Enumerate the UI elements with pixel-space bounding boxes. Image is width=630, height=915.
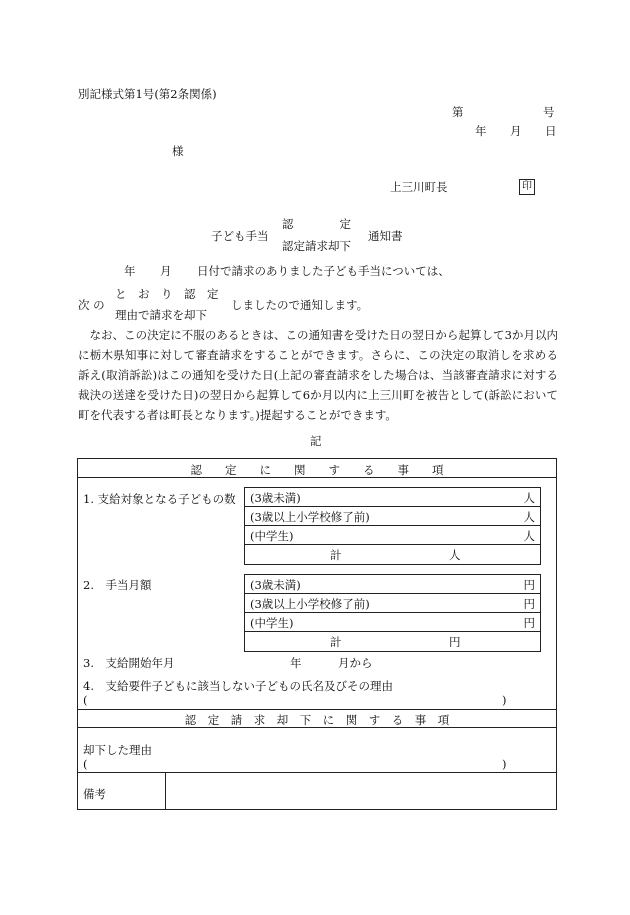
reject-label: 却下した理由 xyxy=(83,743,152,757)
total-unit: 円 xyxy=(449,635,461,649)
notice-paragraph: なお、この決定に不服のあるときは、この通知書を受けた日の翌日から起算して3か月以内に栃木県知事に対して審査請求をすることができます。さらに、この決定の取消しを求める訴え(取消訴訟)はこの通知を受けた日(上記の審査請求をした場合は、当該審査請求に対する裁決の送達を受けた日)の翌日から起算して6か月以内に上三川町を被告として(訴訟において町を代表する者は町長となります。)提起することができます。 xyxy=(78,328,558,422)
reject-close-paren: ) xyxy=(502,757,507,771)
ki-label: 記 xyxy=(310,434,322,448)
seal xyxy=(519,178,535,195)
line2-prefix: 次 の xyxy=(78,298,105,312)
row-label: (3歳未満) xyxy=(250,491,301,505)
item2-subtable xyxy=(244,574,541,652)
row-label: (3歳以上小学校修了前) xyxy=(250,510,370,524)
reject-open-paren: ( xyxy=(83,757,88,771)
number-suffix: 号 xyxy=(543,105,555,119)
recipient-suffix: 様 xyxy=(172,144,184,158)
line1-text: 日付で請求のありました子ども手当については、 xyxy=(197,264,450,278)
title-upper: 認 定 xyxy=(282,217,351,231)
row-unit: 円 xyxy=(523,597,535,611)
decision-table xyxy=(77,458,557,810)
item2-label: 2. 手当月額 xyxy=(83,578,152,592)
divider xyxy=(78,477,556,478)
total-unit: 人 xyxy=(449,548,461,562)
line1-year: 年 xyxy=(124,264,136,278)
item1-total-row xyxy=(245,545,540,564)
section1-title: 認 定 に 関 す る 事 項 xyxy=(190,463,444,477)
seal-mark: 印 xyxy=(519,179,535,195)
item1-label: 1. 支給対象となる子どもの数 xyxy=(83,492,236,506)
title-lower: 認定請求却下 xyxy=(282,239,351,253)
item4-label: 4. 支給要件子どもに該当しない子どもの氏名及びその理由 xyxy=(83,679,393,693)
divider xyxy=(78,727,556,728)
item4-open-paren: ( xyxy=(83,693,88,707)
section2-title: 認 定 請 求 却 下 に 関 す る 事 項 xyxy=(184,713,450,727)
divider xyxy=(78,772,556,773)
line1-month: 月 xyxy=(160,264,172,278)
date-year: 年 xyxy=(475,124,487,138)
item2-total-row xyxy=(245,632,540,651)
row-label: (中学生) xyxy=(250,529,294,543)
date-month: 月 xyxy=(510,124,522,138)
item4-close-paren: ) xyxy=(502,693,507,707)
item1-subtable xyxy=(244,487,541,565)
item2-row xyxy=(245,594,540,613)
line2-upper: と お り 認 定 xyxy=(115,287,219,301)
item3-year: 年 xyxy=(290,656,302,670)
issuer: 上三川町長 xyxy=(390,180,448,194)
row-unit: 円 xyxy=(523,578,535,592)
remarks-label: 備考 xyxy=(83,787,106,801)
number-prefix: 第 xyxy=(452,105,464,119)
total-label: 計 xyxy=(330,635,342,649)
row-unit: 円 xyxy=(523,616,535,630)
item3-month: 月から xyxy=(338,656,373,670)
row-label: (3歳未満) xyxy=(250,578,301,592)
item1-row xyxy=(245,526,540,545)
item2-row xyxy=(245,575,540,594)
item3-label: 3. 支給開始年月 xyxy=(83,656,175,670)
total-label: 計 xyxy=(330,548,342,562)
divider xyxy=(78,709,556,710)
item1-row xyxy=(245,488,540,507)
form-id: 別記様式第1号(第2条関係) xyxy=(78,87,217,101)
date-day: 日 xyxy=(545,124,557,138)
row-unit: 人 xyxy=(523,491,535,505)
title-prefix: 子ども手当 xyxy=(211,229,269,243)
row-label: (3歳以上小学校修了前) xyxy=(250,597,370,611)
title-suffix: 通知書 xyxy=(368,229,403,243)
line2-suffix: しましたので通知します。 xyxy=(231,298,369,312)
item2-row xyxy=(245,613,540,632)
row-unit: 人 xyxy=(523,510,535,524)
remarks-divider xyxy=(165,772,166,809)
row-label: (中学生) xyxy=(250,616,294,630)
line2-lower: 理由で請求を却下 xyxy=(115,308,207,322)
item1-row xyxy=(245,507,540,526)
row-unit: 人 xyxy=(523,529,535,543)
